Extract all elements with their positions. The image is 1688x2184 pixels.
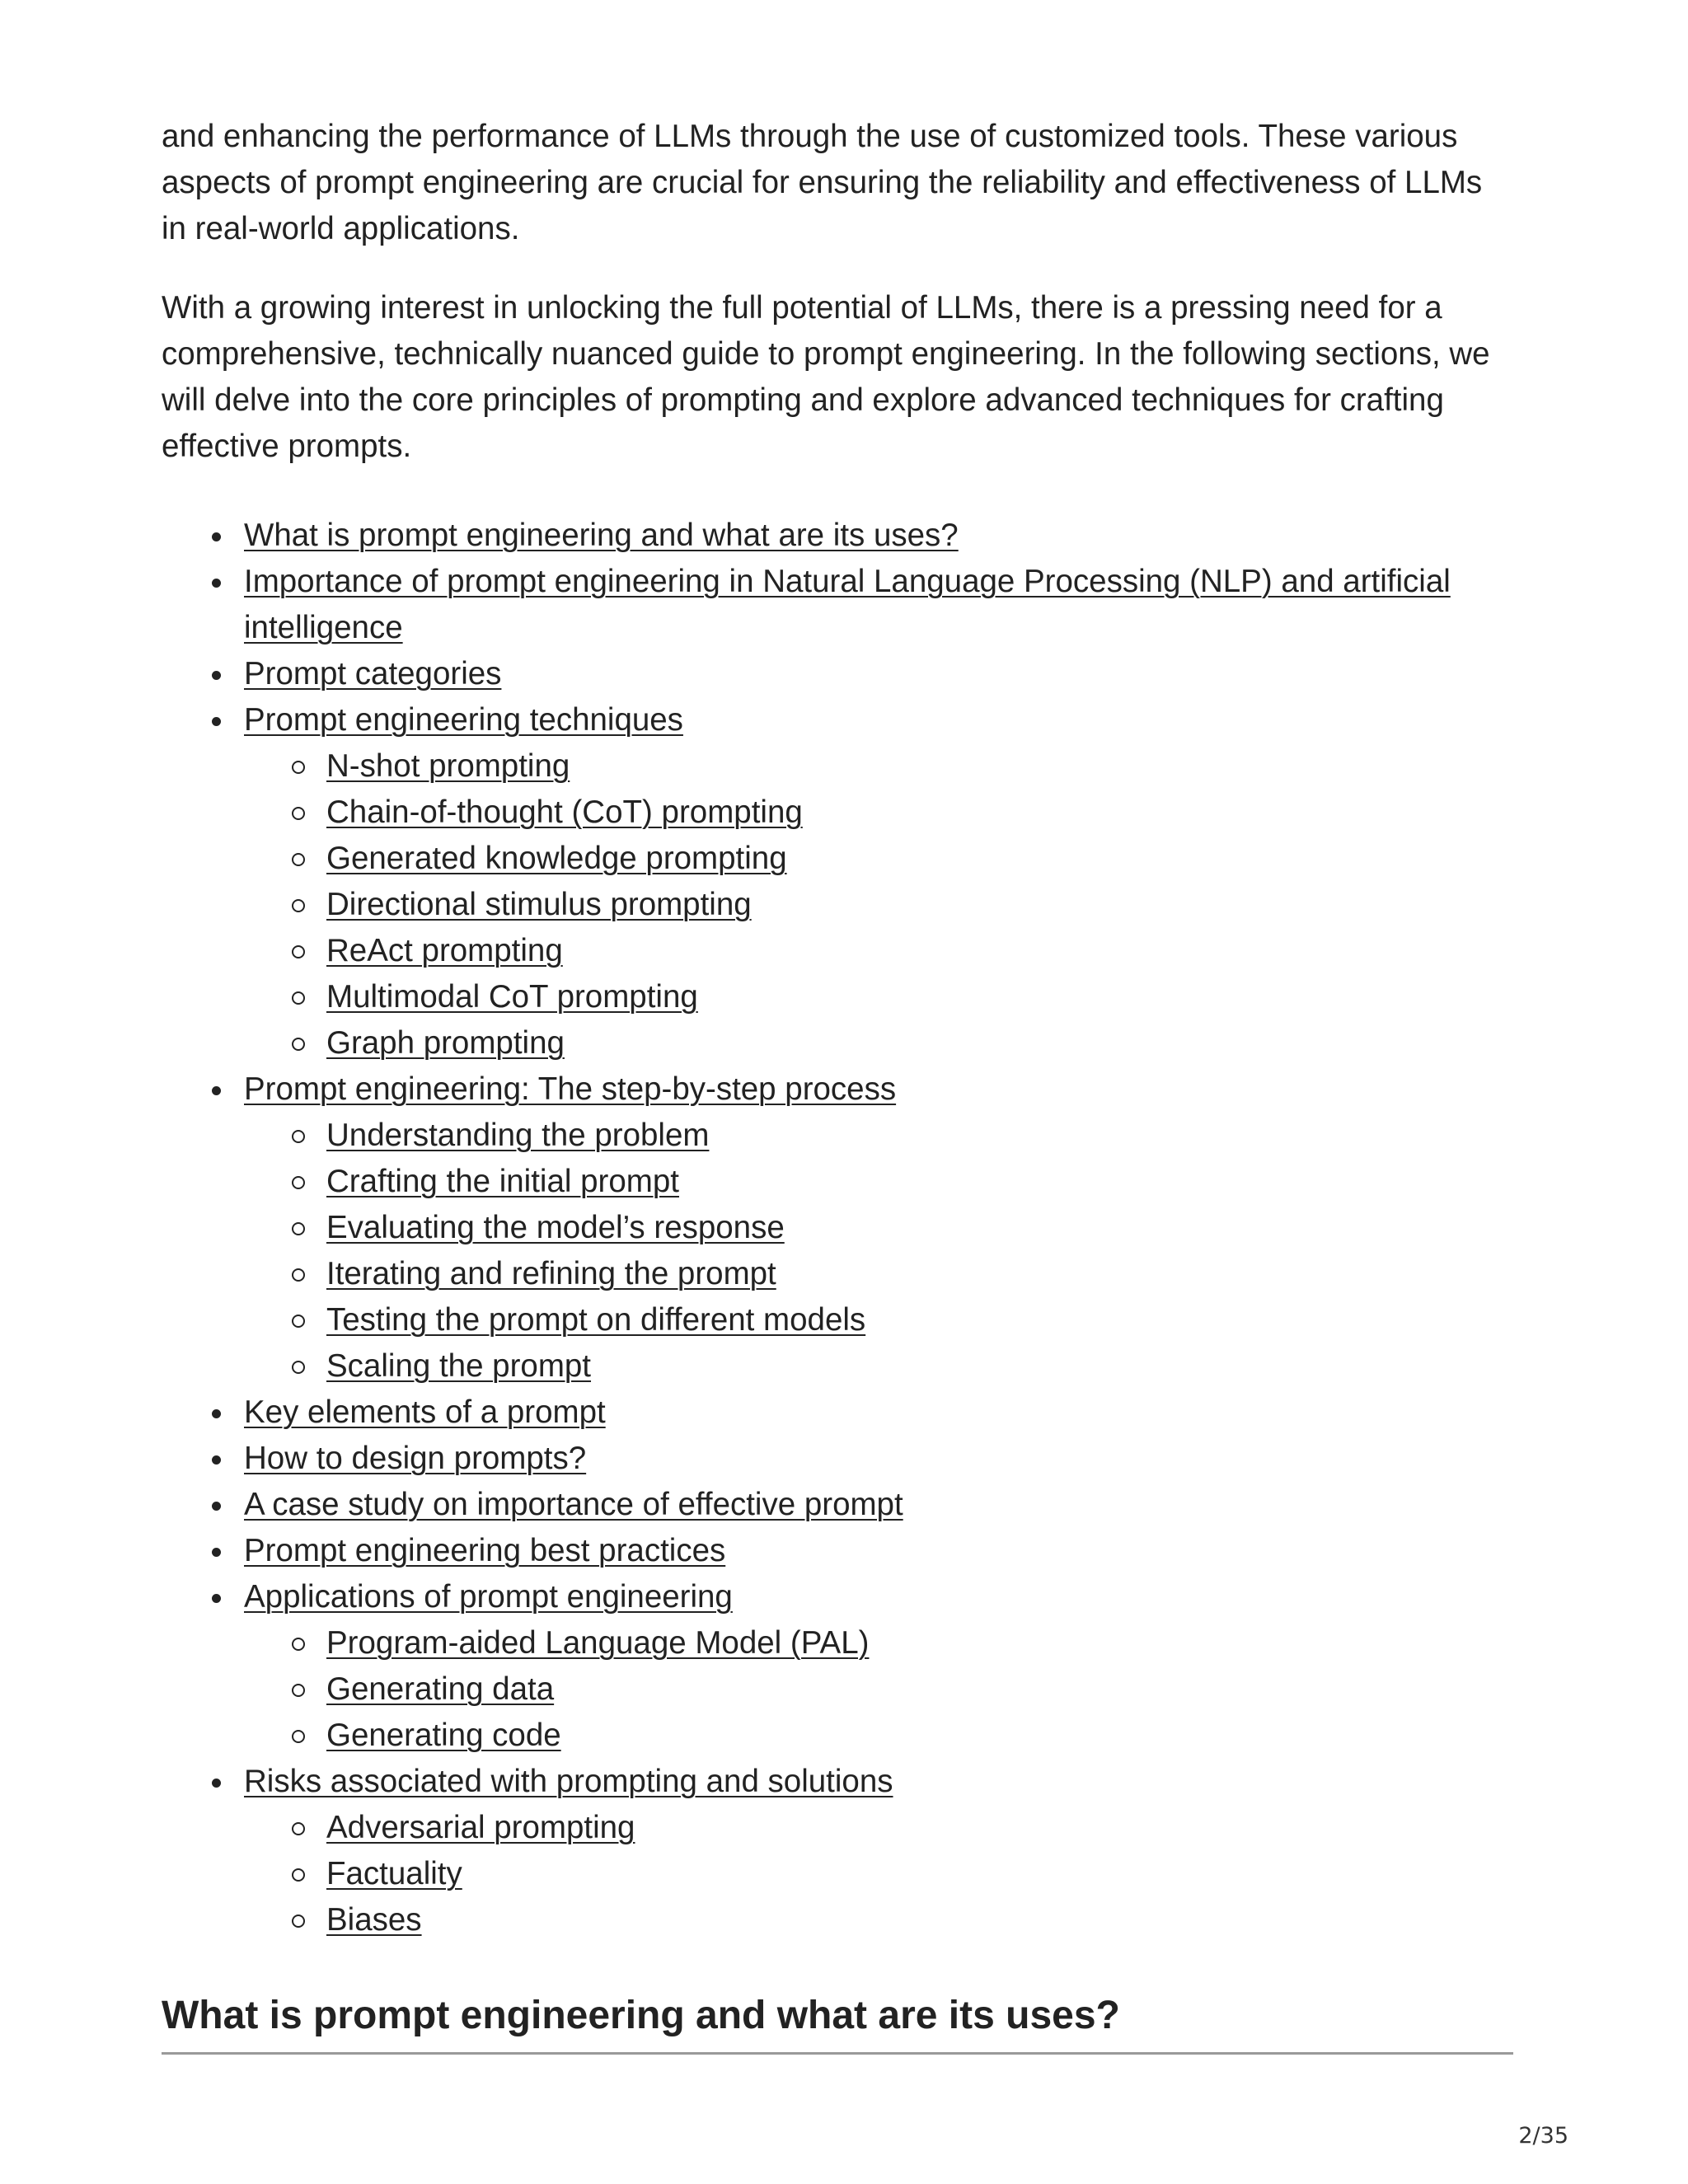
toc-subitem [244,1897,1513,1943]
toc-sublist [244,1113,1513,1390]
toc-sublink[interactable]: Generating code [326,1718,561,1753]
toc-sublink[interactable]: Understanding the problem [326,1118,710,1153]
toc-sublink[interactable]: Generated knowledge prompting [326,841,787,876]
toc-item [162,1482,1513,1528]
toc-subitem [244,974,1513,1020]
toc-item [162,1390,1513,1436]
toc-subitem [244,1205,1513,1251]
toc-link[interactable]: Prompt categories [244,656,502,691]
toc-link[interactable]: A case study on importance of effective prompt [244,1487,903,1522]
toc-item [162,697,1513,1066]
toc-subitem [244,1666,1513,1713]
toc-subitem [244,1113,1513,1159]
toc-subitem [244,1343,1513,1390]
toc-sublink[interactable]: Biases [326,1902,422,1938]
toc-link[interactable]: Risks associated with prompting and solutions [244,1764,893,1799]
toc-sublink[interactable]: Factuality [326,1856,462,1891]
toc-item [162,651,1513,697]
toc-subitem [244,1851,1513,1897]
toc-item [162,1574,1513,1759]
toc-subitem [244,882,1513,928]
toc-link[interactable]: Applications of prompt engineering [244,1579,733,1615]
toc-item [162,1066,1513,1390]
toc-subitem [244,1713,1513,1759]
toc-subitem [244,1020,1513,1066]
toc-item [162,1759,1513,1943]
toc-sublink[interactable]: Scaling the prompt [326,1348,592,1384]
toc-link[interactable]: Prompt engineering: The step-by-step process [244,1071,897,1107]
toc-link[interactable]: Importance of prompt engineering in Natural Language Processing (NLP) and artificial intelligence [244,564,1451,645]
toc-item [162,1436,1513,1482]
toc-subitem [244,1159,1513,1205]
toc-subitem [244,743,1513,790]
toc-sublink[interactable]: Crafting the initial prompt [326,1164,679,1199]
toc-subitem [244,1297,1513,1343]
toc-sublist [244,1805,1513,1943]
toc-sublink[interactable]: Directional stimulus prompting [326,887,752,922]
toc-item [162,559,1513,651]
toc-sublist [244,1620,1513,1759]
toc-sublist [244,743,1513,1066]
toc-link[interactable]: How to design prompts? [244,1441,587,1476]
toc-link[interactable]: Prompt engineering techniques [244,702,683,738]
toc-list [162,513,1513,1943]
toc-link[interactable]: What is prompt engineering and what are its uses? [244,518,959,553]
toc-subitem [244,1805,1513,1851]
toc-sublink[interactable]: Graph prompting [326,1025,565,1061]
toc-subitem [244,790,1513,836]
intro-paragraph-2: With a growing interest in unlocking the full potential of LLMs, there is a pressing need for a comprehensive, technically nuanced guide to prompt engineering. In the following sections, we will delve into the core principles of prompting and explore advanced techniques for crafting effective prompts. [162,290,1490,464]
toc-sublink[interactable]: N-shot prompting [326,748,570,784]
toc-sublink[interactable]: Iterating and refining the prompt [326,1256,776,1291]
toc-subitem [244,1620,1513,1666]
toc-sublink[interactable]: Testing the prompt on different models [326,1302,866,1338]
toc-item [162,1528,1513,1574]
toc-link[interactable]: Key elements of a prompt [244,1394,606,1430]
toc-subitem [244,836,1513,882]
intro-paragraph-1: and enhancing the performance of LLMs through the use of customized tools. These various aspects of prompt engineering are crucial for ensuring the reliability and effectiveness of LLMs in real-world applications. [162,119,1483,246]
toc-link[interactable]: Prompt engineering best practices [244,1533,726,1568]
toc-sublink[interactable]: Multimodal CoT prompting [326,979,698,1015]
table-of-contents [162,513,1513,1943]
toc-sublink[interactable]: Generating data [326,1671,555,1707]
section-heading: What is prompt engineering and what are its uses? [162,1991,1513,2055]
toc-sublink[interactable]: ReAct prompting [326,933,563,968]
toc-subitem [244,1251,1513,1297]
toc-sublink[interactable]: Program-aided Language Model (PAL) [326,1625,870,1661]
toc-item [162,513,1513,559]
toc-subitem [244,928,1513,974]
toc-sublink[interactable]: Evaluating the model’s response [326,1210,785,1245]
toc-sublink[interactable]: Chain-of-thought (CoT) prompting [326,794,803,830]
document-page [162,114,1513,2055]
toc-sublink[interactable]: Adversarial prompting [326,1810,635,1845]
page-number: 2/35 [1518,2123,1568,2149]
